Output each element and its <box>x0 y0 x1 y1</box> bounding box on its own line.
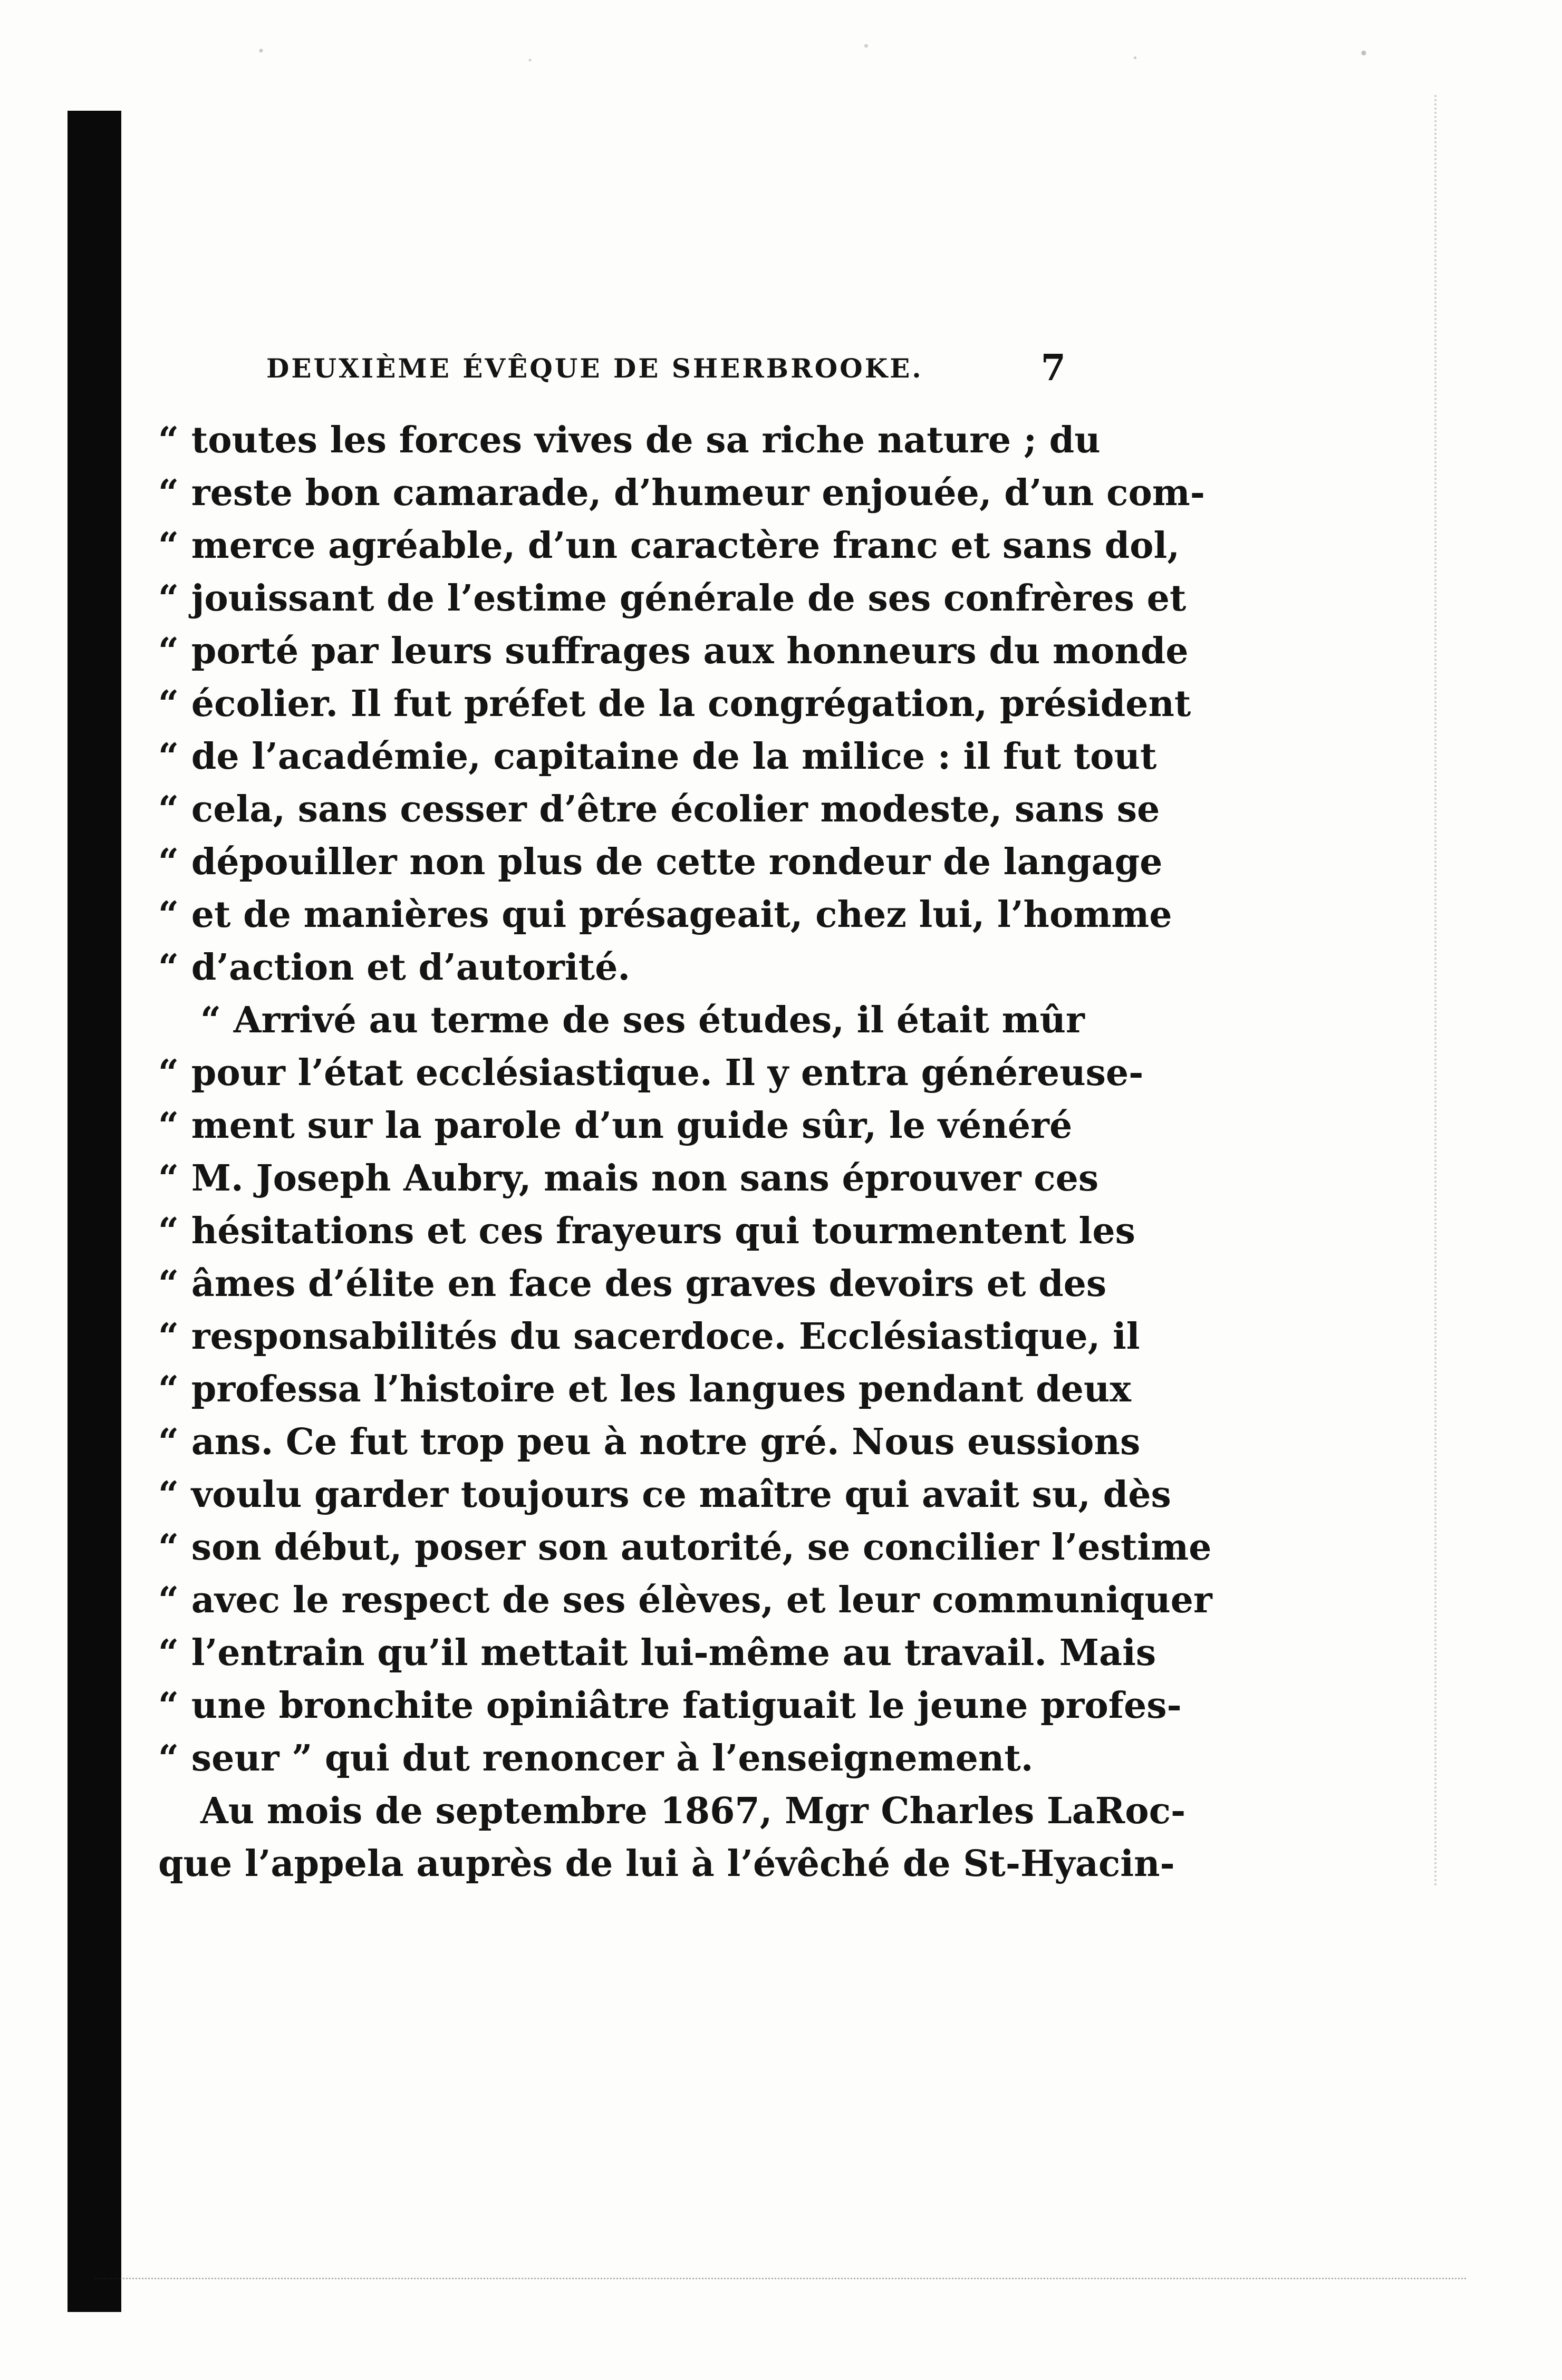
text-line: “ Arrivé au terme de ses études, il était mûr <box>200 999 1085 1041</box>
text-line: Au mois de septembre 1867, Mgr Charles LaRoc- <box>200 1790 1186 1832</box>
page-number: 7 <box>1040 347 1066 389</box>
text-line: “ ment sur la parole d’un guide sûr, le vénéré <box>158 1105 1073 1147</box>
binding-shadow <box>68 111 121 2312</box>
text-line: “ âmes d’élite en face des graves devoirs et des <box>158 1263 1107 1305</box>
body-text <box>158 414 1212 1890</box>
running-title: DEUXIÈME ÉVÊQUE DE SHERBROOKE. <box>266 352 923 384</box>
text-line: que l’appela auprès de lui à l’évêché de St-Hyacin- <box>158 1843 1175 1885</box>
text-line: “ voulu garder toujours ce maître qui avait su, dès <box>158 1474 1171 1516</box>
text-line: “ son début, poser son autorité, se concilier l’estime <box>158 1526 1212 1569</box>
scan-noise-top <box>127 32 1471 79</box>
text-line: “ M. Joseph Aubry, mais non sans éprouver ces <box>158 1157 1099 1199</box>
scan-noise-bottom <box>95 2278 1466 2321</box>
text-line: “ jouissant de l’estime générale de ses confrères et <box>158 577 1187 620</box>
text-line: “ reste bon camarade, d’humeur enjouée, d’un com- <box>158 472 1205 514</box>
text-line: “ porté par leurs suffrages aux honneurs du monde <box>158 630 1189 672</box>
text-line: “ écolier. Il fut préfet de la congrégation, président <box>158 683 1191 725</box>
text-line: “ responsabilités du sacerdoce. Ecclésiastique, il <box>158 1315 1140 1358</box>
text-line: “ l’entrain qu’il mettait lui-même au travail. Mais <box>158 1632 1156 1674</box>
text-line: “ seur ” qui dut renoncer à l’enseignement. <box>158 1737 1034 1779</box>
text-line: “ toutes les forces vives de sa riche nature ; du <box>158 419 1101 461</box>
text-line: “ cela, sans cesser d’être écolier modeste, sans se <box>158 788 1160 830</box>
text-line: “ professa l’histoire et les langues pendant deux <box>158 1368 1131 1410</box>
scan-noise-right <box>1434 95 1458 1888</box>
text-line: “ d’action et d’autorité. <box>158 946 631 989</box>
text-line: “ hésitations et ces frayeurs qui tourmentent les <box>158 1210 1135 1252</box>
text-line: “ ans. Ce fut trop peu à notre gré. Nous eussions <box>158 1421 1141 1463</box>
text-line: “ de l’académie, capitaine de la milice : il fut tout <box>158 736 1157 778</box>
text-line: “ merce agréable, d’un caractère franc et sans dol, <box>158 525 1180 567</box>
running-head <box>266 342 1068 394</box>
text-line: “ et de manières qui présageait, chez lui, l’homme <box>158 894 1172 936</box>
text-line: “ dépouiller non plus de cette rondeur de langage <box>158 841 1163 883</box>
text-line: “ pour l’état ecclésiastique. Il y entra généreuse- <box>158 1052 1144 1094</box>
text-line: “ avec le respect de ses élèves, et leur communiquer <box>158 1579 1212 1621</box>
text-line: “ une bronchite opiniâtre fatiguait le jeune profes- <box>158 1685 1182 1727</box>
